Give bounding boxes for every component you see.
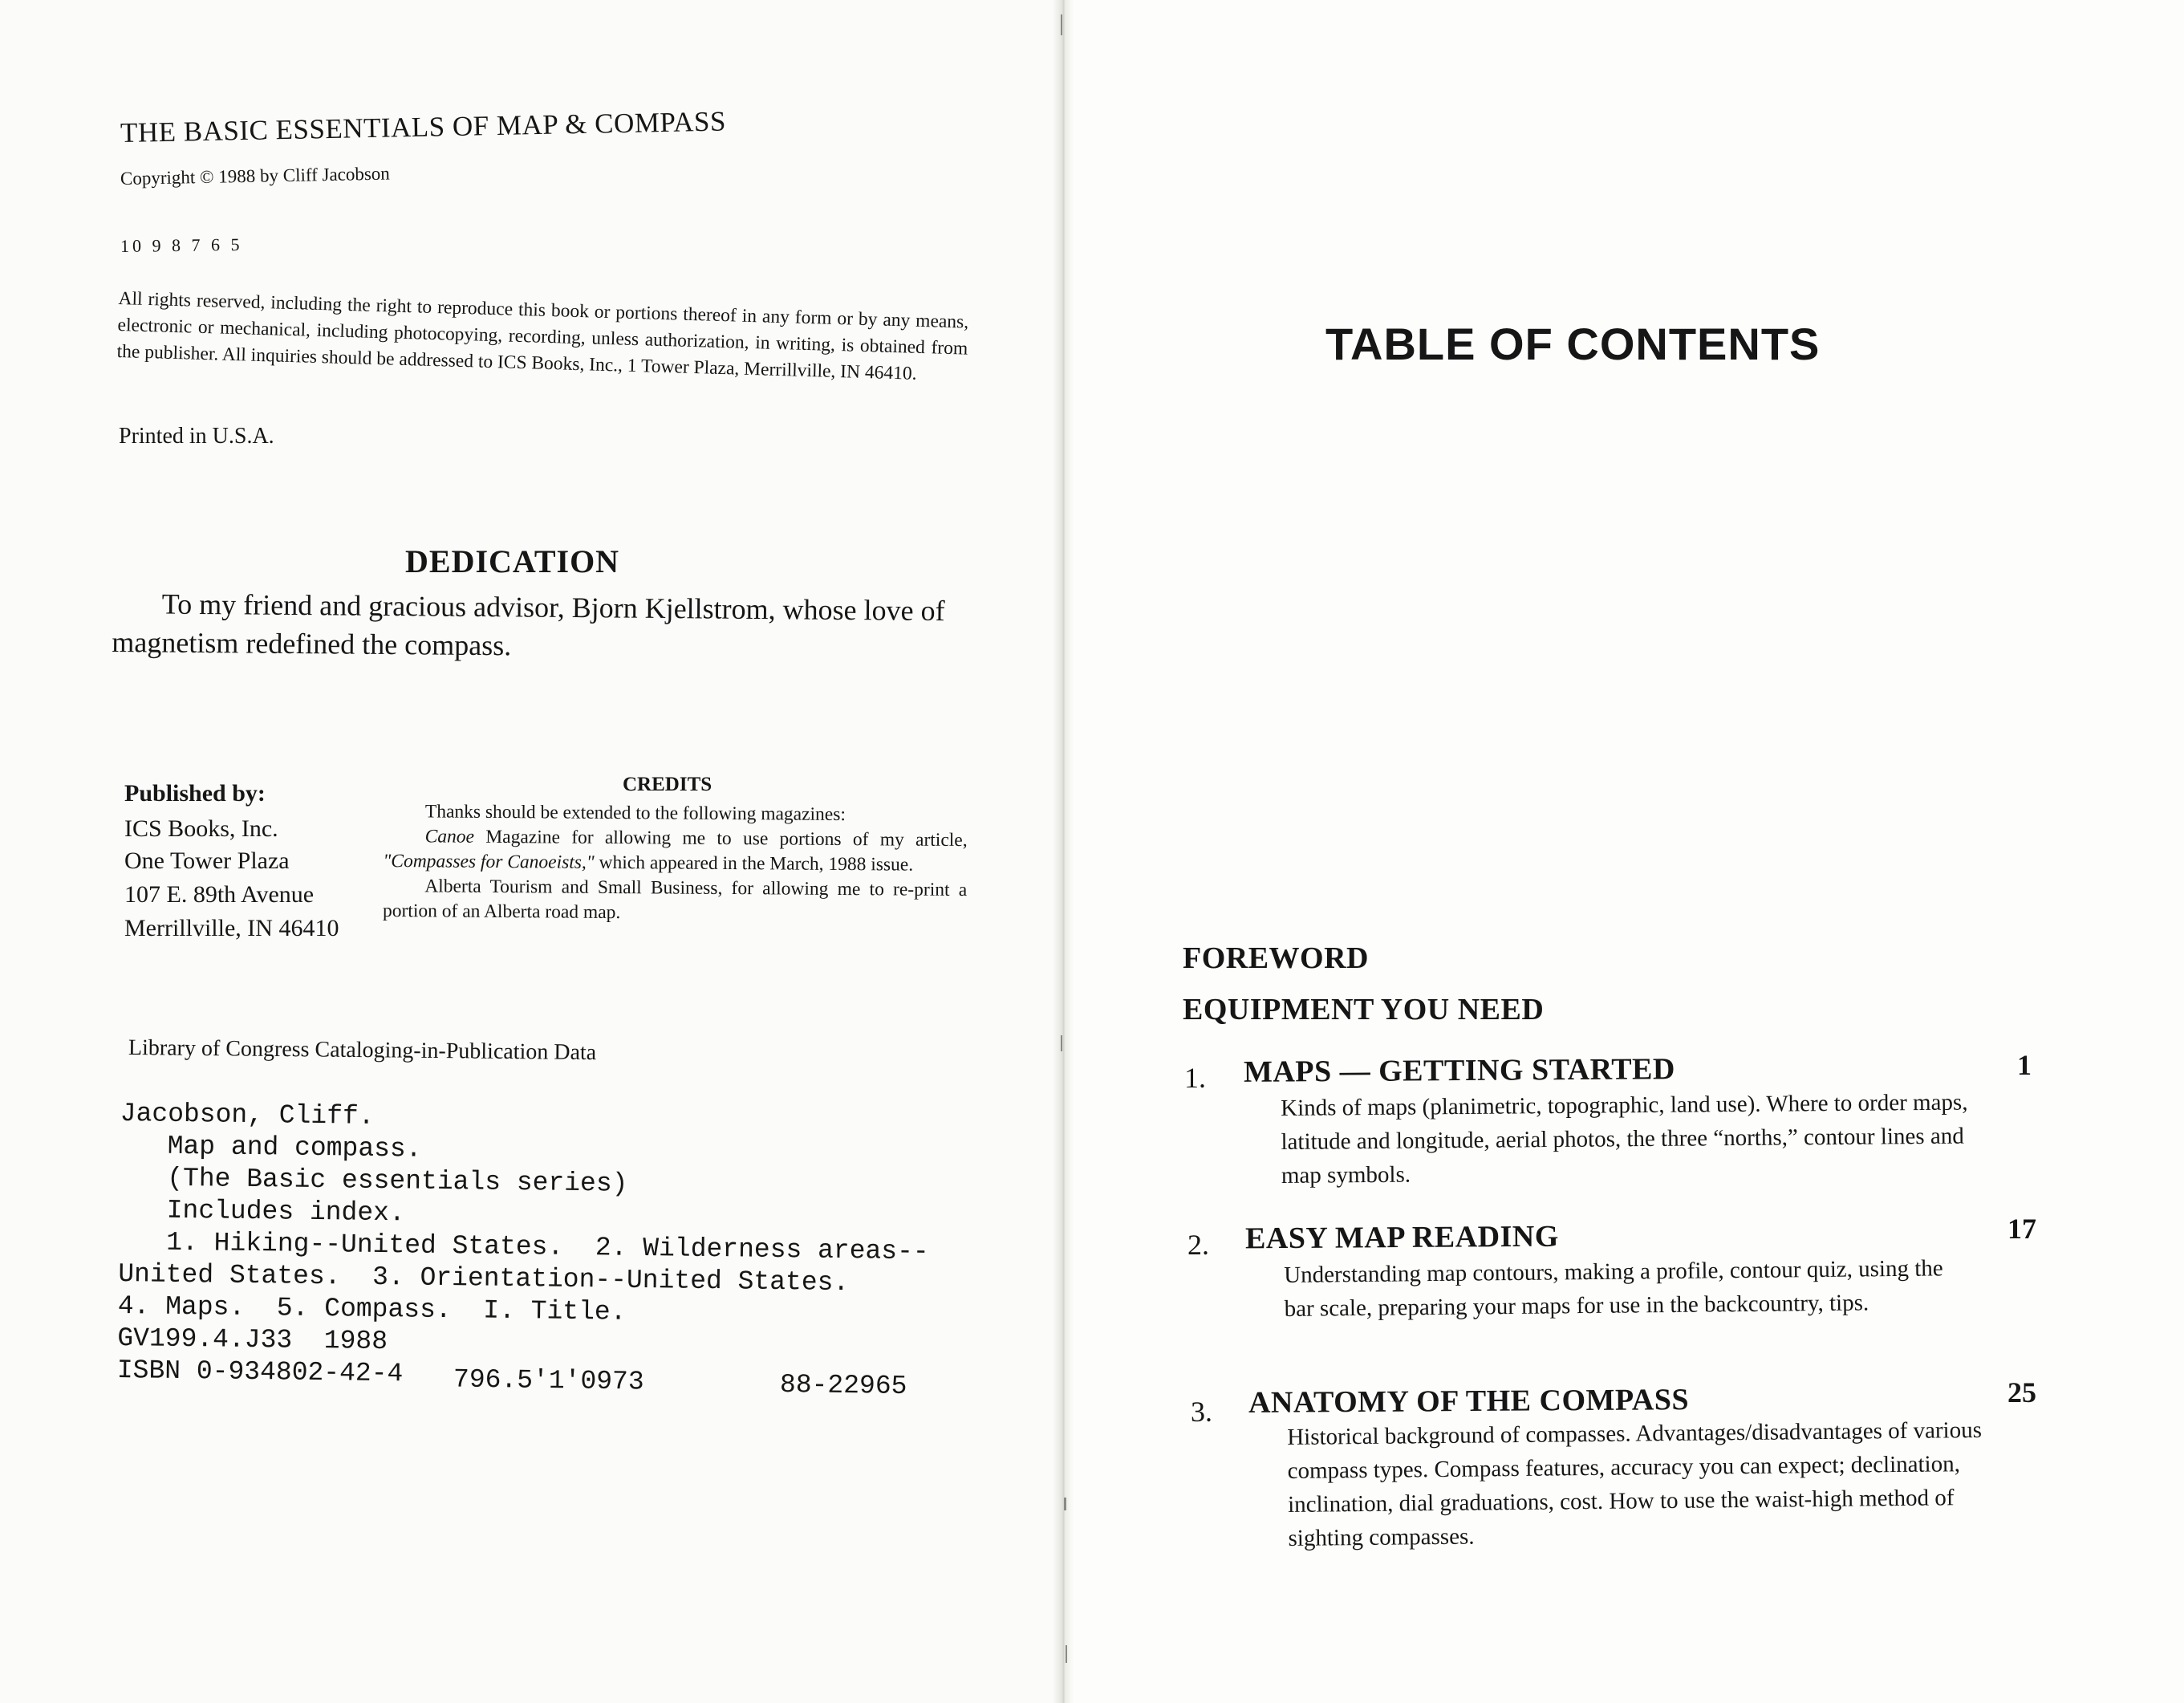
- credits-text: [383, 799, 968, 928]
- gutter-speck: [1064, 1498, 1066, 1510]
- cip-line: Map and compass.: [120, 1130, 422, 1164]
- toc-page-number: 1: [2017, 1049, 2032, 1081]
- cip-line: United States. 3. Orientation--United States.: [118, 1258, 850, 1299]
- gutter-speck: [1061, 14, 1062, 35]
- credits-text-run: which appeared in the March, 1988 issue.: [594, 852, 914, 876]
- cip-block: [117, 1098, 931, 1396]
- publisher-address-line: 107 E. 89th Avenue: [124, 881, 315, 908]
- cip-line: ISBN 0-934802-42-4: [116, 1355, 404, 1389]
- publisher-address-line: Merrillville, IN 46410: [124, 915, 339, 941]
- credits-intro: Thanks should be extended to the following magazines:: [424, 801, 846, 826]
- toc-chapter-description: Kinds of maps (planimetric, topographic, land use). Where to order maps, latitude and longitude, aerial photos, the three “norths,” contour lines and map symbols.: [1281, 1089, 1968, 1189]
- cip-line: GV199.4.J33 1988: [117, 1323, 388, 1357]
- gutter-speck: [1061, 1035, 1062, 1051]
- toc-title: TABLE OF CONTENTS: [1325, 319, 1821, 369]
- toc-entry-equipment[interactable]: EQUIPMENT YOU NEED: [1183, 993, 1545, 1026]
- toc-chapter-description: Historical background of compasses. Advantages/disadvantages of various compass types. Compass features, accuracy you can expect; declination, inclination, dial graduations, cost. How to use the waist-high method of sighting compasses.: [1287, 1416, 1983, 1551]
- toc-chapter-number: 3.: [1191, 1396, 1212, 1428]
- cip-line: Includes index.: [119, 1194, 405, 1229]
- cip-line: Jacobson, Cliff.: [120, 1098, 375, 1132]
- published-by-heading: Published by:: [124, 780, 266, 807]
- publisher-address-line: One Tower Plaza: [124, 847, 290, 874]
- toc-chapter-number: 1.: [1184, 1062, 1206, 1094]
- credits-item: Alberta Tourism and Small Business, for allowing me to re-print a portion of an Alberta road map.: [382, 876, 968, 924]
- gutter-speck: [1066, 1645, 1067, 1663]
- toc-chapter-title[interactable]: ANATOMY OF THE COMPASS: [1248, 1383, 1690, 1420]
- toc-chapter-title[interactable]: EASY MAP READING: [1244, 1219, 1559, 1256]
- cip-heading: Library of Congress Cataloging-in-Publication Data: [128, 1035, 597, 1066]
- toc-chapter-number: 2.: [1187, 1229, 1209, 1261]
- book-title: THE BASIC ESSENTIALS OF MAP & COMPASS: [120, 105, 727, 148]
- credits-item: [383, 824, 967, 878]
- cip-line: (The Basic essentials series): [119, 1162, 628, 1199]
- rights-notice: All rights reserved, including the right to reproduce this book or portions thereof in any form or by any means, electronic or mechanical, including photocopying, recording, unless authorization, in writing, is obtained from the publisher. All inquiries should be addressed to ICS Books, Inc., 1 Tower Plaza, Merrillville, IN 46410.: [116, 287, 969, 384]
- printing-line: 10 9 8 7 6 5: [120, 234, 243, 256]
- printed-in: Printed in U.S.A.: [119, 424, 274, 449]
- toc-page-number: 17: [2007, 1213, 2036, 1245]
- cip-classification: 796.5'1'0973: [453, 1364, 644, 1397]
- cip-line: 4. Maps. 5. Compass. I. Title.: [117, 1290, 627, 1327]
- book-gutter: [1053, 0, 1074, 1703]
- toc-chapter-title[interactable]: MAPS — GETTING STARTED: [1243, 1052, 1676, 1089]
- dedication-heading: DEDICATION: [405, 543, 620, 579]
- cip-line: 1. Hiking--United States. 2. Wilderness areas--: [118, 1226, 929, 1267]
- publisher-address-line: ICS Books, Inc.: [124, 815, 278, 842]
- credits-italic: "Compasses for Canoeists,": [383, 850, 595, 873]
- copyright-line: Copyright © 1988 by Cliff Jacobson: [120, 163, 391, 189]
- dedication-text: To my friend and gracious advisor, Bjorn Kjellstrom, whose love of magnetism redefined the compass.: [112, 587, 945, 662]
- toc-chapter-description: Understanding map contours, making a profile, contour quiz, using the bar scale, preparing your maps for use in the backcountry, tips.: [1284, 1255, 1943, 1322]
- credits-heading: CREDITS: [623, 774, 712, 795]
- credits-text-run: Magazine for allowing me to use portions of my article,: [473, 826, 968, 852]
- credits-italic: Canoe: [424, 826, 475, 847]
- cip-lccn: 88-22965: [779, 1370, 907, 1401]
- toc-entry-foreword[interactable]: FOREWORD: [1183, 941, 1369, 975]
- toc-page-number: 25: [2007, 1376, 2036, 1408]
